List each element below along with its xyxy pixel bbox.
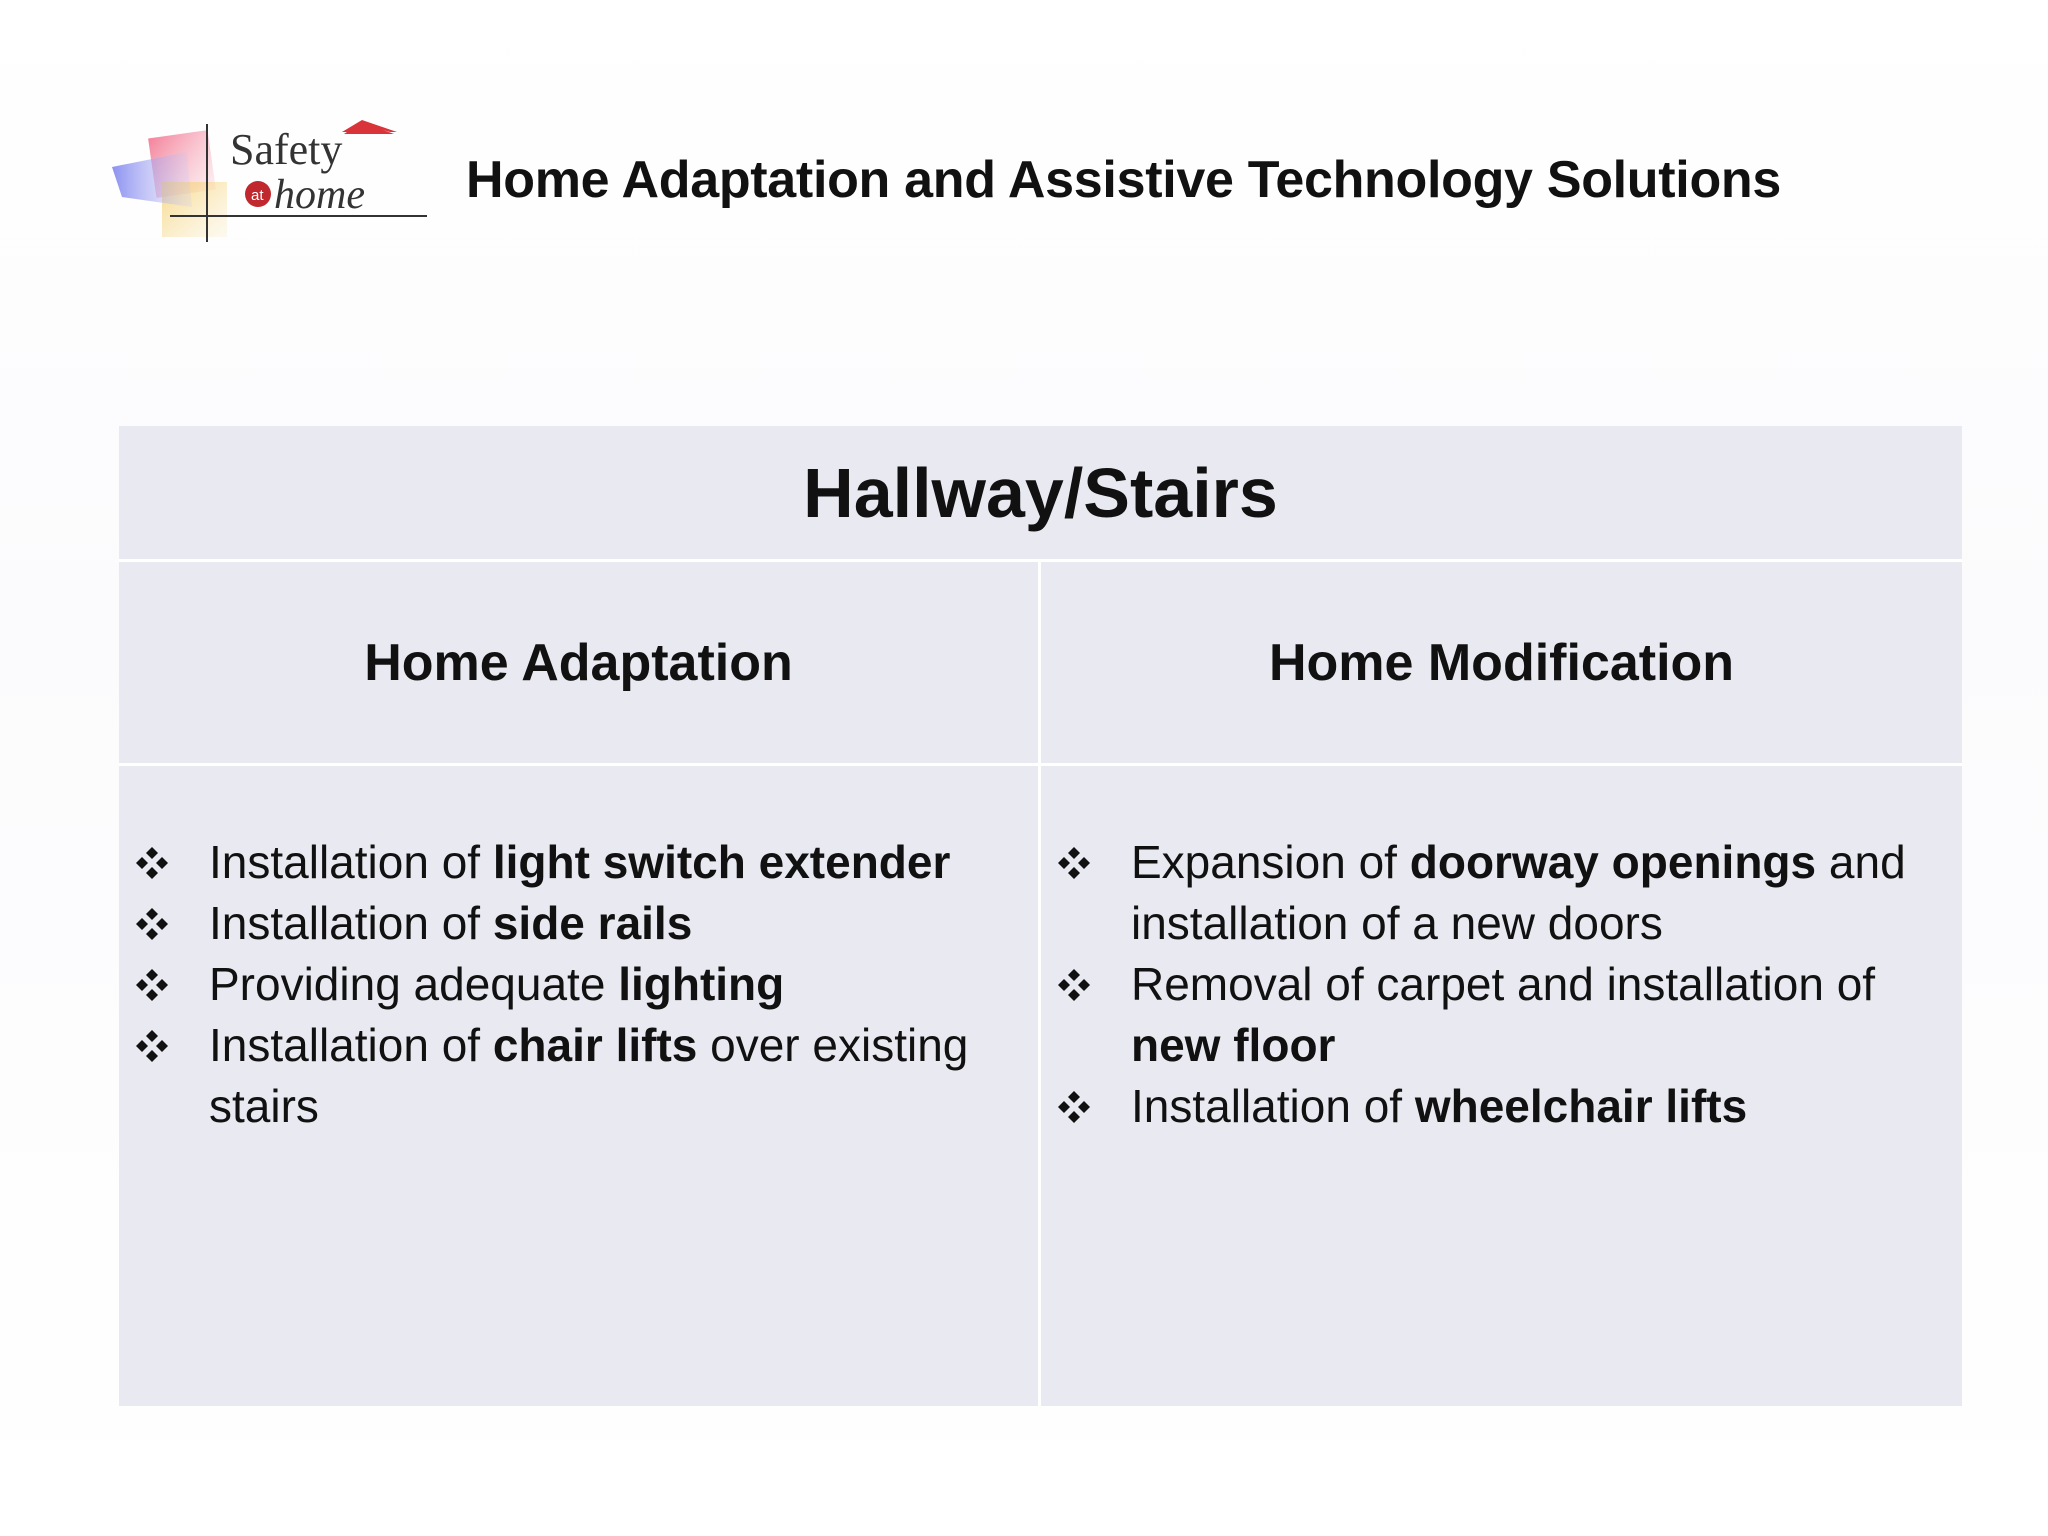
- column-heading: Home Adaptation: [119, 562, 1038, 766]
- diamond-bullet-icon: [135, 893, 209, 954]
- diamond-bullet-icon: [135, 832, 209, 893]
- safety-at-home-logo: [112, 112, 432, 247]
- list-item: Installation of light switch extender: [135, 832, 1018, 893]
- list-item: Installation of side rails: [135, 893, 1018, 954]
- column-home-adaptation: [119, 562, 1041, 1406]
- diamond-bullet-icon: [1057, 1076, 1131, 1137]
- table-title-row: [119, 426, 1962, 562]
- list-item: Installation of wheelchair lifts: [1057, 1076, 1942, 1137]
- diamond-bullet-icon: [135, 1015, 209, 1076]
- column-list: [1041, 766, 1962, 1137]
- table-title: Hallway/Stairs: [803, 453, 1278, 532]
- content-table: [119, 426, 1962, 1406]
- column-list: [119, 766, 1038, 1137]
- svg-text:Safety: Safety: [230, 125, 343, 174]
- list-item: Providing adequate lighting: [135, 954, 1018, 1015]
- diamond-bullet-icon: [135, 954, 209, 1015]
- svg-text:at: at: [251, 187, 264, 204]
- column-home-modification: [1041, 562, 1962, 1406]
- list-item: Removal of carpet and installation of new floor: [1057, 954, 1942, 1076]
- list-item: Expansion of doorway openings and installation of a new doors: [1057, 832, 1942, 954]
- diamond-bullet-icon: [1057, 954, 1131, 1015]
- diamond-bullet-icon: [1057, 832, 1131, 893]
- column-heading: Home Modification: [1041, 562, 1962, 766]
- svg-text:home: home: [274, 172, 365, 218]
- list-item: Installation of chair lifts over existing stairs: [135, 1015, 1018, 1137]
- page-title: Home Adaptation and Assistive Technology Solutions: [466, 151, 1781, 209]
